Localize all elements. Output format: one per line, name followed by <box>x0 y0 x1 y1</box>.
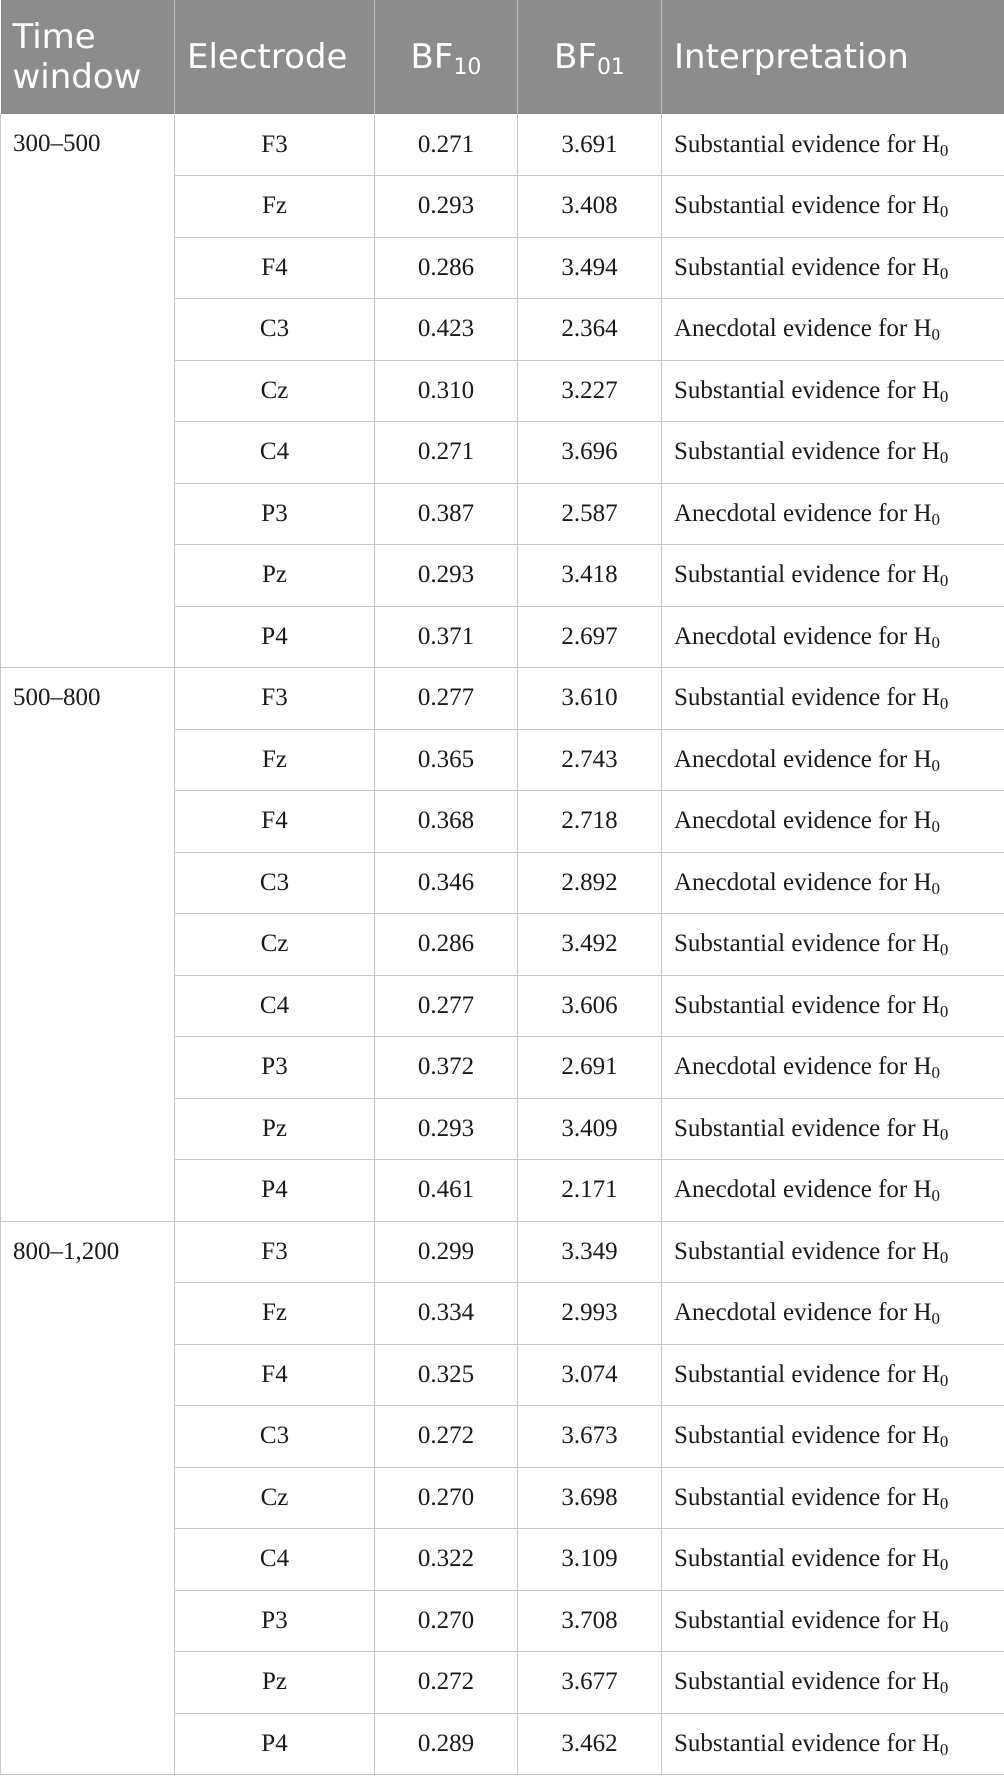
interpretation-subscript: 0 <box>939 140 949 160</box>
interpretation-subscript: 0 <box>939 1678 949 1698</box>
interpretation-subscript: 0 <box>931 509 941 529</box>
interpretation-cell <box>662 1713 1004 1775</box>
interpretation-text: Substantial evidence for H <box>674 684 940 712</box>
header-time-window: Time window <box>1 0 175 114</box>
header-bf01-sub: 01 <box>596 55 625 80</box>
interpretation-text: Substantial evidence for H <box>674 1114 940 1142</box>
electrode-cell: P4 <box>175 1713 375 1775</box>
time-window-cell: 800–1,200 <box>1 1221 175 1775</box>
bf10-cell: 0.387 <box>375 483 518 545</box>
interpretation-cell <box>662 237 1004 299</box>
electrode-cell: F3 <box>175 1221 375 1283</box>
interpretation-text: Anecdotal evidence for H <box>674 1053 932 1081</box>
bf01-cell: 3.409 <box>518 1098 662 1160</box>
interpretation-text: Substantial evidence for H <box>674 1545 940 1573</box>
interpretation-cell <box>662 1590 1004 1652</box>
interpretation-cell <box>662 852 1004 914</box>
electrode-cell: P4 <box>175 1160 375 1222</box>
interpretation-subscript: 0 <box>939 386 949 406</box>
interpretation-cell <box>662 1283 1004 1345</box>
bf01-cell: 3.494 <box>518 237 662 299</box>
interpretation-text: Substantial evidence for H <box>674 192 940 220</box>
electrode-cell: P4 <box>175 606 375 668</box>
bf10-cell: 0.372 <box>375 1037 518 1099</box>
interpretation-cell <box>662 299 1004 361</box>
interpretation-subscript: 0 <box>939 1001 949 1021</box>
interpretation-subscript: 0 <box>939 1247 949 1267</box>
interpretation-text: Substantial evidence for H <box>674 1483 940 1511</box>
electrode-cell: P3 <box>175 483 375 545</box>
interpretation-cell <box>662 729 1004 791</box>
bf10-cell: 0.293 <box>375 545 518 607</box>
table-body <box>1 114 1004 1775</box>
time-window-cell: 500–800 <box>1 668 175 1222</box>
interpretation-subscript: 0 <box>931 1309 941 1329</box>
bf01-cell: 3.698 <box>518 1467 662 1529</box>
electrode-cell: Pz <box>175 1652 375 1714</box>
bf01-cell: 3.673 <box>518 1406 662 1468</box>
electrode-cell: P3 <box>175 1590 375 1652</box>
interpretation-cell <box>662 176 1004 238</box>
interpretation-cell <box>662 606 1004 668</box>
bf10-cell: 0.371 <box>375 606 518 668</box>
bf10-cell: 0.334 <box>375 1283 518 1345</box>
interpretation-cell <box>662 1467 1004 1529</box>
interpretation-text: Substantial evidence for H <box>674 376 940 404</box>
bf10-cell: 0.461 <box>375 1160 518 1222</box>
electrode-cell: Fz <box>175 176 375 238</box>
electrode-cell: Cz <box>175 1467 375 1529</box>
interpretation-text: Substantial evidence for H <box>674 1606 940 1634</box>
bf01-cell: 3.349 <box>518 1221 662 1283</box>
table-header <box>1 0 1004 114</box>
bf10-cell: 0.270 <box>375 1467 518 1529</box>
interpretation-text: Anecdotal evidence for H <box>674 622 932 650</box>
interpretation-text: Substantial evidence for H <box>674 1422 940 1450</box>
interpretation-subscript: 0 <box>939 1370 949 1390</box>
header-bf01 <box>518 0 662 114</box>
interpretation-subscript: 0 <box>931 632 941 652</box>
electrode-cell: Fz <box>175 1283 375 1345</box>
header-bf10-sub: 10 <box>453 55 482 80</box>
interpretation-cell <box>662 1344 1004 1406</box>
bf01-cell: 3.677 <box>518 1652 662 1714</box>
interpretation-text: Substantial evidence for H <box>674 1237 940 1265</box>
electrode-cell: C4 <box>175 975 375 1037</box>
electrode-cell: F4 <box>175 1344 375 1406</box>
interpretation-cell <box>662 1221 1004 1283</box>
header-interpretation: Interpretation <box>662 0 1004 114</box>
bf01-cell: 2.364 <box>518 299 662 361</box>
bf01-cell: 2.892 <box>518 852 662 914</box>
interpretation-subscript: 0 <box>939 694 949 714</box>
bf10-cell: 0.286 <box>375 914 518 976</box>
interpretation-text: Anecdotal evidence for H <box>674 807 932 835</box>
interpretation-subscript: 0 <box>939 263 949 283</box>
interpretation-cell <box>662 1098 1004 1160</box>
interpretation-subscript: 0 <box>939 1124 949 1144</box>
bf01-cell: 2.993 <box>518 1283 662 1345</box>
electrode-cell: F3 <box>175 668 375 730</box>
bf10-cell: 0.286 <box>375 237 518 299</box>
interpretation-text: Anecdotal evidence for H <box>674 499 932 527</box>
interpretation-subscript: 0 <box>939 448 949 468</box>
interpretation-text: Substantial evidence for H <box>674 1360 940 1388</box>
bf01-cell: 3.462 <box>518 1713 662 1775</box>
bf10-cell: 0.423 <box>375 299 518 361</box>
table-row <box>1 1221 1004 1283</box>
bf10-cell: 0.277 <box>375 668 518 730</box>
electrode-cell: F4 <box>175 237 375 299</box>
electrode-cell: C3 <box>175 852 375 914</box>
electrode-cell: Fz <box>175 729 375 791</box>
bf01-cell: 3.492 <box>518 914 662 976</box>
bf10-cell: 0.272 <box>375 1652 518 1714</box>
interpretation-cell <box>662 483 1004 545</box>
bf01-cell: 2.743 <box>518 729 662 791</box>
interpretation-text: Substantial evidence for H <box>674 438 940 466</box>
interpretation-cell <box>662 975 1004 1037</box>
interpretation-cell <box>662 360 1004 422</box>
bf01-cell: 3.708 <box>518 1590 662 1652</box>
bf01-cell: 3.610 <box>518 668 662 730</box>
bf10-cell: 0.270 <box>375 1590 518 1652</box>
interpretation-text: Anecdotal evidence for H <box>674 868 932 896</box>
interpretation-text: Anecdotal evidence for H <box>674 315 932 343</box>
bf10-cell: 0.368 <box>375 791 518 853</box>
interpretation-subscript: 0 <box>939 202 949 222</box>
interpretation-subscript: 0 <box>939 1739 949 1759</box>
interpretation-text: Substantial evidence for H <box>674 991 940 1019</box>
interpretation-subscript: 0 <box>931 878 941 898</box>
interpretation-text: Substantial evidence for H <box>674 1729 940 1757</box>
bf01-cell: 2.697 <box>518 606 662 668</box>
bf01-cell: 3.606 <box>518 975 662 1037</box>
interpretation-subscript: 0 <box>931 325 941 345</box>
interpretation-text: Substantial evidence for H <box>674 930 940 958</box>
interpretation-subscript: 0 <box>939 1555 949 1575</box>
bf01-cell: 3.418 <box>518 545 662 607</box>
electrode-cell: Pz <box>175 545 375 607</box>
header-bf10-base: BF <box>410 37 454 77</box>
bf10-cell: 0.289 <box>375 1713 518 1775</box>
bf01-cell: 2.587 <box>518 483 662 545</box>
header-bf01-base: BF <box>554 37 597 77</box>
interpretation-subscript: 0 <box>939 1493 949 1513</box>
bf10-cell: 0.272 <box>375 1406 518 1468</box>
interpretation-cell <box>662 668 1004 730</box>
interpretation-cell <box>662 1406 1004 1468</box>
interpretation-cell <box>662 791 1004 853</box>
interpretation-subscript: 0 <box>931 755 941 775</box>
time-window-cell: 300–500 <box>1 114 175 668</box>
bf01-cell: 3.696 <box>518 422 662 484</box>
bf10-cell: 0.322 <box>375 1529 518 1591</box>
bf10-cell: 0.346 <box>375 852 518 914</box>
interpretation-subscript: 0 <box>939 1616 949 1636</box>
interpretation-text: Anecdotal evidence for H <box>674 745 932 773</box>
interpretation-cell <box>662 1160 1004 1222</box>
interpretation-subscript: 0 <box>939 940 949 960</box>
interpretation-text: Anecdotal evidence for H <box>674 1176 932 1204</box>
bf01-cell: 2.718 <box>518 791 662 853</box>
bf10-cell: 0.271 <box>375 422 518 484</box>
interpretation-cell <box>662 114 1004 176</box>
header-row <box>1 0 1004 114</box>
interpretation-cell <box>662 1529 1004 1591</box>
electrode-cell: F4 <box>175 791 375 853</box>
interpretation-cell <box>662 1652 1004 1714</box>
bf10-cell: 0.271 <box>375 114 518 176</box>
table-row <box>1 668 1004 730</box>
interpretation-cell <box>662 914 1004 976</box>
bf01-cell: 2.691 <box>518 1037 662 1099</box>
header-electrode: Electrode <box>175 0 375 114</box>
electrode-cell: Cz <box>175 914 375 976</box>
bf10-cell: 0.310 <box>375 360 518 422</box>
bf10-cell: 0.277 <box>375 975 518 1037</box>
electrode-cell: C3 <box>175 299 375 361</box>
interpretation-subscript: 0 <box>931 1186 941 1206</box>
interpretation-text: Substantial evidence for H <box>674 130 940 158</box>
interpretation-cell <box>662 1037 1004 1099</box>
bf10-cell: 0.299 <box>375 1221 518 1283</box>
bf01-cell: 3.691 <box>518 114 662 176</box>
interpretation-cell <box>662 422 1004 484</box>
interpretation-subscript: 0 <box>939 1432 949 1452</box>
bf01-cell: 3.227 <box>518 360 662 422</box>
interpretation-subscript: 0 <box>939 571 949 591</box>
interpretation-text: Anecdotal evidence for H <box>674 1299 932 1327</box>
interpretation-text: Substantial evidence for H <box>674 1668 940 1696</box>
bf10-cell: 0.365 <box>375 729 518 791</box>
electrode-cell: C4 <box>175 1529 375 1591</box>
bf10-cell: 0.293 <box>375 1098 518 1160</box>
electrode-cell: Pz <box>175 1098 375 1160</box>
electrode-cell: F3 <box>175 114 375 176</box>
bf01-cell: 3.074 <box>518 1344 662 1406</box>
interpretation-subscript: 0 <box>931 817 941 837</box>
electrode-cell: C4 <box>175 422 375 484</box>
interpretation-cell <box>662 545 1004 607</box>
bf01-cell: 2.171 <box>518 1160 662 1222</box>
header-bf10 <box>375 0 518 114</box>
interpretation-text: Substantial evidence for H <box>674 561 940 589</box>
electrode-cell: Cz <box>175 360 375 422</box>
interpretation-text: Substantial evidence for H <box>674 253 940 281</box>
table-row <box>1 114 1004 176</box>
bf10-cell: 0.293 <box>375 176 518 238</box>
electrode-cell: P3 <box>175 1037 375 1099</box>
interpretation-subscript: 0 <box>931 1063 941 1083</box>
bf01-cell: 3.109 <box>518 1529 662 1591</box>
bf01-cell: 3.408 <box>518 176 662 238</box>
bf10-cell: 0.325 <box>375 1344 518 1406</box>
electrode-cell: C3 <box>175 1406 375 1468</box>
